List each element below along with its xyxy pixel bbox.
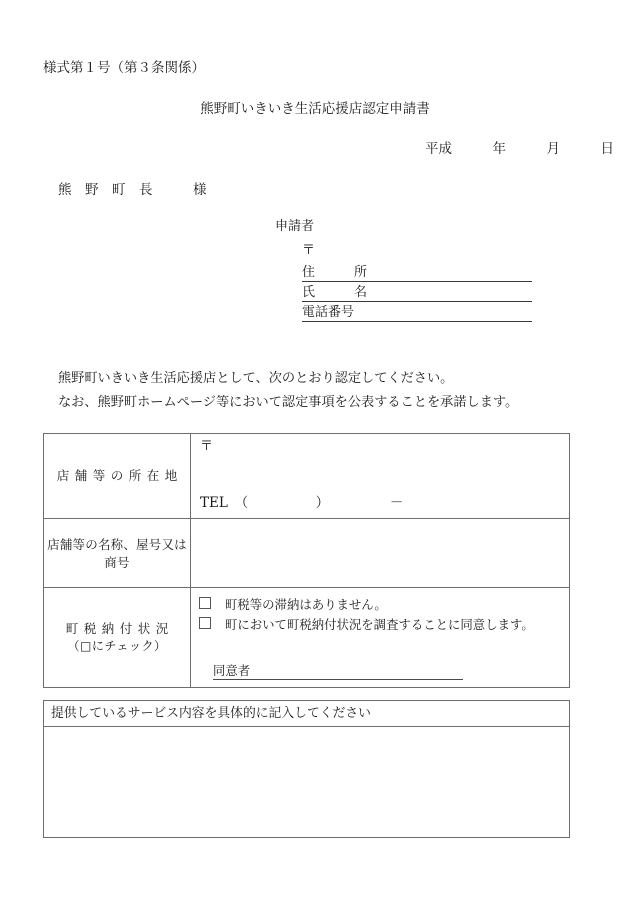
shopname-input-area[interactable] — [191, 519, 569, 587]
applicant-phone-row[interactable] — [302, 304, 532, 324]
service-description-input[interactable] — [44, 727, 569, 837]
cell-value-shopname[interactable] — [191, 519, 570, 588]
agreer-signature-row[interactable] — [213, 663, 463, 681]
cell-label-shopname — [44, 519, 191, 588]
label-taxstatus-text: 町税納付状況 — [65, 620, 174, 636]
application-table — [43, 433, 570, 688]
location-tel-line: TEL （ ） － — [200, 494, 404, 511]
label-shopname-text: 店舗等の名称、屋号又は商号 — [47, 537, 187, 570]
location-postal-symbol: 〒 — [200, 439, 214, 454]
applicant-block — [275, 220, 535, 324]
checkbox-label-no-delinquency: 町税等の滞納はありません。 — [225, 597, 387, 612]
page-title: 熊野町いきいき生活応援店認定申請書 — [200, 101, 430, 117]
label-taxstatus-subtext: （□にチェック） — [67, 638, 167, 653]
service-description-box — [43, 700, 570, 838]
checkbox-icon[interactable] — [199, 597, 211, 609]
statement-line-2: なお、熊野町ホームページ等において認定事項を公表することを承諾します。 — [58, 395, 519, 410]
label-location-text: 店舗等の所在地 — [56, 467, 183, 483]
table-row-location — [44, 434, 570, 519]
table-row-shopname — [44, 519, 570, 588]
statement-line-1: 熊野町いきいき生活応援店として、次のとおり認定してください。 — [58, 371, 454, 386]
table-row-taxstatus — [44, 588, 570, 688]
applicant-phone-label: 電話番号 — [302, 305, 355, 320]
service-description-header: 提供しているサービス内容を具体的に記入してください — [44, 701, 569, 727]
cell-value-taxstatus — [191, 588, 570, 688]
addressee-line: 熊 野 町 長 様 — [58, 182, 207, 198]
checkbox-row-consent-investigation[interactable] — [199, 615, 561, 635]
date-line: 平成 年 月 日 — [425, 141, 614, 157]
applicant-name-label: 氏 名 — [302, 285, 368, 300]
checkbox-row-no-delinquency[interactable] — [199, 595, 561, 615]
checkbox-label-consent-investigation: 町において町税納付状況を調査することに同意します。 — [225, 616, 534, 632]
applicant-postal-row — [302, 242, 532, 264]
cell-label-taxstatus — [44, 588, 191, 688]
applicant-heading: 申請者 — [275, 219, 315, 234]
agreer-label: 同意者 — [213, 663, 251, 678]
postal-code-symbol: 〒 — [302, 243, 316, 258]
cell-label-location — [44, 434, 191, 519]
applicant-address-row[interactable] — [302, 264, 532, 284]
applicant-name-row[interactable] — [302, 284, 532, 304]
form-number: 様式第１号（第３条関係） — [43, 60, 205, 76]
checkbox-icon[interactable] — [199, 617, 211, 629]
applicant-address-label: 住 所 — [302, 265, 368, 280]
cell-value-location[interactable] — [191, 434, 570, 519]
